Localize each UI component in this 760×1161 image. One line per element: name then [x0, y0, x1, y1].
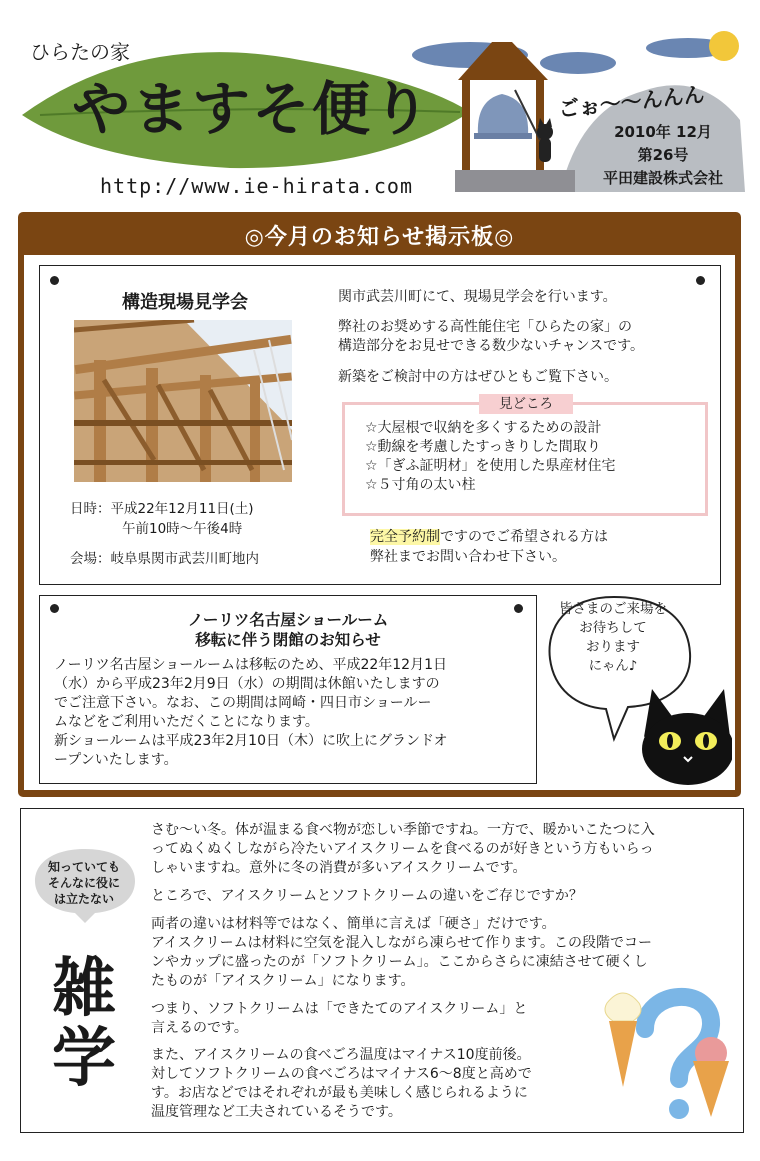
trivia-line: 対してソフトクリームの食べごろはマイナス6〜8度と高めで	[151, 1066, 532, 1082]
issue-info	[588, 121, 738, 190]
trivia-line: 言えるのです。	[151, 1020, 248, 1036]
trivia-line: ンやカップに盛ったのが「ソフトクリーム」。ここからさらに凍結させて硬くし	[151, 954, 648, 970]
pin-icon	[50, 276, 59, 285]
event-intro: 関市武芸川町にて、現場見学会を行います。	[338, 289, 617, 305]
trivia-bubble-text	[21, 859, 147, 907]
event-card	[39, 265, 721, 585]
brand-title: やますそ便り	[72, 75, 433, 143]
notice-title	[40, 610, 536, 650]
reservation-note	[370, 528, 608, 547]
event-date: 日時：平成22年12月11日(土)	[70, 501, 254, 517]
event-desc-2: 構造部分をお見せできる数少ないチャンスです。	[338, 338, 645, 354]
reservation-rest: ですのでご希望される方は	[440, 529, 608, 545]
brand-subtitle: ひらたの家	[30, 40, 130, 64]
trivia-bubble-line: そんなに役に	[47, 876, 120, 890]
bulletin-inner	[24, 255, 735, 790]
trivia-kanji-1: 雑	[52, 952, 116, 1026]
trivia-line: さむ〜い冬。体が温まる食べ物が恋しい季節ですね。一方で、暖かいこたつに入	[151, 822, 655, 838]
event-title: 構造現場見学会	[122, 292, 248, 313]
website-url[interactable]: http://www.ie-hirata.com	[100, 174, 413, 198]
bell-sound-text: ごぉ〜〜んんん	[557, 82, 706, 122]
cat-bubble-text	[548, 600, 678, 676]
event-desc-1: 弊社のお奨めする高性能住宅「ひらたの家」の	[338, 319, 632, 335]
bulletin-board	[18, 212, 741, 797]
event-invite: 新築をご検討中の方はぜひともご覧下さい。	[338, 369, 618, 385]
ice-cream-illustration	[593, 969, 733, 1125]
cat-bubble-line: にゃん♪	[588, 658, 638, 674]
trivia-line: 両者の違いは材料等ではなく、簡単に言えば「硬さ」だけです。	[151, 916, 556, 932]
construction-photo	[74, 320, 292, 482]
notice-line: ノーリツ名古屋ショールームは移転のため、平成22年12月1日	[54, 657, 447, 673]
pin-icon	[696, 276, 705, 285]
cat-bubble-line: お待ちして	[579, 620, 647, 636]
masthead	[0, 0, 760, 205]
highlights-title: 見どころ	[479, 394, 573, 414]
notice-title-line1: ノーリツ名古屋ショールーム	[187, 611, 389, 629]
trivia-line: しゃいますね。意外に冬の消費が多いアイスクリームです。	[151, 860, 527, 876]
notice-line: ープンいたします。	[54, 752, 178, 768]
trivia-line: ところで、アイスクリームとソフトクリームの違いをご存じですか？	[151, 888, 583, 904]
event-venue: 会場：岐阜県関市武芸川町地内	[70, 551, 259, 567]
trivia-line: つまり、ソフトクリームは「できたてのアイスクリーム」と	[151, 1001, 528, 1017]
highlight-item: ☆「ぎふ証明材」を使用した県産材住宅	[365, 458, 616, 474]
cat-bubble-line: おります	[586, 639, 640, 655]
showroom-notice	[39, 595, 537, 784]
highlights-box	[342, 396, 708, 516]
notice-line: ムなどをご利用いただくことになります。	[54, 714, 319, 730]
black-cat-icon	[642, 689, 732, 785]
notice-line: 新ショールームは平成23年2月10日（木）に吹上にグランドオ	[54, 733, 448, 749]
trivia-line: 温度管理など工夫されているそうです。	[151, 1104, 402, 1120]
notice-line: でご注意下さい。なお、この期間は岡崎・四日市ショールー	[54, 695, 432, 711]
ice-cream-cone-icon	[693, 1037, 729, 1117]
bulletin-heading: ◎今月のお知らせ掲示板◎	[244, 225, 515, 250]
trivia-bubble-line: 知っていても	[47, 860, 120, 874]
soft-cream-icon	[605, 993, 641, 1087]
cat-bubble-line: 皆さまのご来場を	[559, 601, 667, 617]
highlight-item: ☆５寸角の太い柱	[365, 477, 476, 493]
company-name: 平田建設株式会社	[602, 169, 723, 187]
trivia-line: また、アイスクリームの食べごろ温度はマイナス10度前後。	[151, 1047, 531, 1063]
issue-date: 2010年 12月	[614, 123, 712, 141]
trivia-line: す。お店などではそれぞれが最も美味しく感じられるように	[151, 1085, 528, 1101]
trivia-section	[20, 808, 744, 1133]
notice-title-line2: 移転に伴う閉館のお知らせ	[195, 631, 381, 649]
trivia-line: ってぬくぬくしながら冷たいアイスクリームを食べるのが好きという方もいらっ	[151, 841, 654, 857]
reservation-highlight: 完全予約制	[370, 529, 440, 545]
trivia-line: たものが「アイスクリーム」になります。	[151, 973, 415, 989]
trivia-kanji-2: 学	[52, 1022, 116, 1096]
notice-body	[54, 656, 524, 770]
trivia-line: アイスクリームは材料に空気を混入しながら凍らせて作ります。この段階でコー	[151, 935, 653, 951]
event-time: 午前10時〜午後4時	[122, 521, 243, 537]
highlight-item: ☆大屋根で収納を多くするための設計	[365, 420, 602, 436]
reservation-contact: 弊社までお問い合わせ下さい。	[370, 549, 566, 565]
highlight-item: ☆動線を考慮したすっきりした間取り	[365, 439, 601, 455]
notice-line: （水）から平成23年2月9日（水）の期間は休館いたしますの	[54, 676, 440, 692]
issue-number: 第26号	[637, 146, 689, 164]
trivia-bubble-line: は立たない	[53, 892, 114, 906]
sun-icon	[709, 31, 739, 61]
